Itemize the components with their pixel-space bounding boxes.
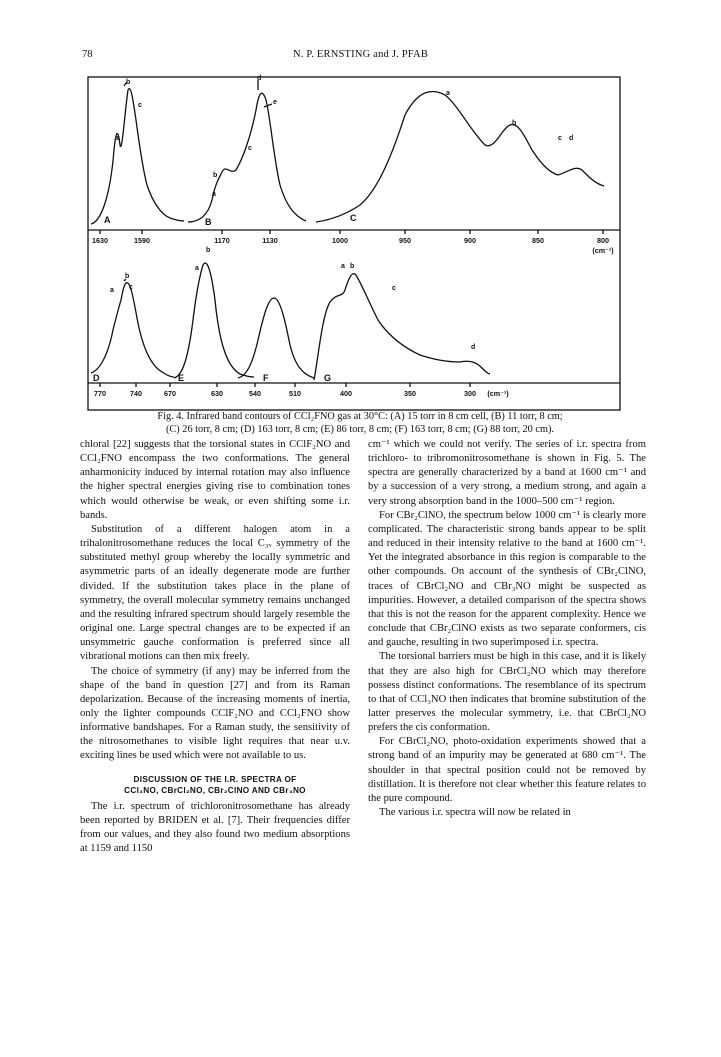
running-head: N. P. ERNSTING and J. PFAB <box>292 49 429 60</box>
peak-label: a <box>446 90 450 97</box>
tick-label: 1130 <box>262 236 278 245</box>
peak-label: b <box>350 263 355 270</box>
tick-label: 900 <box>464 236 476 245</box>
curve-G <box>314 274 490 380</box>
curve-B <box>188 93 306 222</box>
tick-label: 850 <box>532 236 544 245</box>
tick-label: 1630 <box>92 236 108 245</box>
tick-label: 800 <box>597 236 609 245</box>
paragraph: The torsional barriers must be high in this case, and it is likely that they are also high for CBrCl₂NO which may therefore possess distinct conformations. The resemblance of its spectrum to that of CCl₃NO then indicates that bromine substitution of the latter preserves the molecular symmetry, i.e. that CBrCl₂NO prefers the cis conformation. <box>368 651 646 734</box>
caption-line-1: Fig. 4. Infrared band contours of CCl₂FNO gas at 30°C: (A) 15 torr in 8 cm cell, (B) 11 torr, 8 cm; <box>157 411 563 422</box>
axis-unit-top: (cm⁻¹) <box>592 246 614 255</box>
paragraph: The choice of symmetry (if any) may be inferred from the shape of the band in question [27] and from its Raman depolarization. Because of the increasing moments of inertia, only the lighter compounds CClF₂NO and CCl₂FNO show informative bandshapes. For a Raman study, the sensitivity of the nitrosomethanes to visible light requires that near u.v. exciting lines be used which were not available to us. <box>80 665 350 762</box>
tick-label: 510 <box>289 389 301 398</box>
peak-label: d <box>569 135 574 142</box>
tick-label: 400 <box>340 389 352 398</box>
peak-label: e <box>273 99 277 106</box>
peak-label: a <box>115 135 119 142</box>
section-heading-line-2: CCl₃NO, CBrCl₂NO, CBr₂ClNO AND CBr₃NO <box>124 785 306 795</box>
peak-label: b <box>206 247 211 254</box>
page-number: 78 <box>82 49 93 60</box>
curve-A <box>91 89 184 224</box>
left-column <box>80 438 350 856</box>
tick-label: 630 <box>211 389 223 398</box>
panel-label-F: F <box>263 373 269 383</box>
peak-label: a <box>212 191 216 198</box>
caption-line-2: (C) 26 torr, 8 cm; (D) 163 torr, 8 cm; (E) 86 torr, 8 cm; (F) 163 torr, 8 cm; (G) 88 torr, 20 cm). <box>166 424 554 435</box>
curve-C <box>316 92 604 222</box>
peak-label: a <box>341 263 345 270</box>
peak-label: a <box>110 287 114 294</box>
paragraph: For CBrCl₂NO, photo-oxidation experiments showed that a strong band of an impurity may be generated at 680 cm⁻¹. The shoulder in that spectral position could not be removed by distillation. It is therefore not clear whether this feature relates to the pure compound. <box>368 736 646 804</box>
tick-label: 300 <box>464 389 476 398</box>
peak-label: d <box>471 344 476 351</box>
tick-label: 1000 <box>332 236 348 245</box>
tick-label: 740 <box>130 389 142 398</box>
tick-label: 770 <box>94 389 106 398</box>
tick-label: 350 <box>404 389 416 398</box>
ir-spectra-figure <box>0 0 721 420</box>
tick-label: 950 <box>399 236 411 245</box>
tick-label: 670 <box>164 389 176 398</box>
paragraph: cm⁻¹ which we could not verify. The series of i.r. spectra from trichloro- to tribromonitrosomethane is shown in Fig. 5. The spectra are generally characterized by a band at 1600 cm⁻¹ and by a succession of a very strong, a medium strong, and again a very strong absorption band in the 1000–500 cm⁻¹ region. <box>368 439 646 507</box>
curve-E <box>174 263 254 378</box>
panel-label-D: D <box>93 373 100 383</box>
panel-label-A: A <box>104 215 111 225</box>
panel-label-C: C <box>350 213 357 223</box>
peak-label: a <box>195 265 199 272</box>
peak-label: b <box>125 273 130 280</box>
panel-label-E: E <box>178 373 185 383</box>
peak-label: c <box>392 285 396 292</box>
tick-label: 1590 <box>134 236 150 245</box>
paragraph: For CBr₂ClNO, the spectrum below 1000 cm⁻¹ is clearly more complicated. The characteristic strong bands appear to be split and reduced in their intensity relative to the band at 1600 cm⁻¹. Yet the integrated absorbance in this region is comparable to the other compounds. On account of the synthesis of CBr₂ClNO, traces of CBrCl₂NO and CBr₃NO might be suspected as impurities. However, a detailed comparison of the spectra shows that this is not the reason for the apparent complexity. Hence we conclude that CBr₂ClNO exists as two separate conformers, cis and gauche, resulting in two superimposed i.r. spectra. <box>368 509 646 649</box>
section-heading-line-1: DISCUSSION OF THE I.R. SPECTRA OF <box>133 774 297 784</box>
peak-label: b <box>512 120 517 127</box>
axis-unit-bottom: (cm⁻¹) <box>487 389 509 398</box>
paragraph: Substitution of a different halogen atom in a trihalonitrosomethane reduces the local C₃ᵥ symmetry of the substituted methyl group whereby the locally symmetric and asymmetric parts of an ideally degenerate mode are further divided. If the substitution takes place in the plane of symmetry, the overall molecular symmetry remains unchanged and the resulting infrared spectrum should largely resemble the original one. Large spectral changes are to be expected if an unsymmetric gauche conformation is preferred since all vibrational motions can then mix freely. <box>80 523 350 663</box>
peak-label: b <box>213 172 218 179</box>
paragraph: chloral [22] suggests that the torsional states in CClF₂NO and CCl₂FNO encompass the two conformations. The general anharmonicity induced by internal rotation may also influence the higher spectral energies giving rise to combination tones which would otherwise be weak, or even shifting some i.r. bands. <box>80 439 350 521</box>
paragraph: The various i.r. spectra will now be related in <box>379 807 571 819</box>
tick-label: 540 <box>249 389 261 398</box>
figure-caption <box>80 410 640 436</box>
curve-D <box>91 283 174 377</box>
peak-label: c <box>248 145 252 152</box>
section-heading <box>80 774 350 796</box>
peak-label: c <box>558 135 562 142</box>
peak-label: b <box>126 79 131 86</box>
curve-F <box>238 298 314 378</box>
peak-label: c <box>138 102 142 109</box>
panel-label-G: G <box>324 373 332 383</box>
paragraph: The i.r. spectrum of trichloronitrosomethane has already been reported by BRIDEN et al. [7]. Their frequencies differ from our values, and they also found two medium absorptions at 1159 and 1150 <box>80 800 350 855</box>
panel-label-B: B <box>205 217 212 227</box>
right-column <box>368 438 646 820</box>
peak-label: d <box>257 75 262 82</box>
peak-label: c <box>129 284 133 291</box>
tick-label: 1170 <box>214 236 230 245</box>
